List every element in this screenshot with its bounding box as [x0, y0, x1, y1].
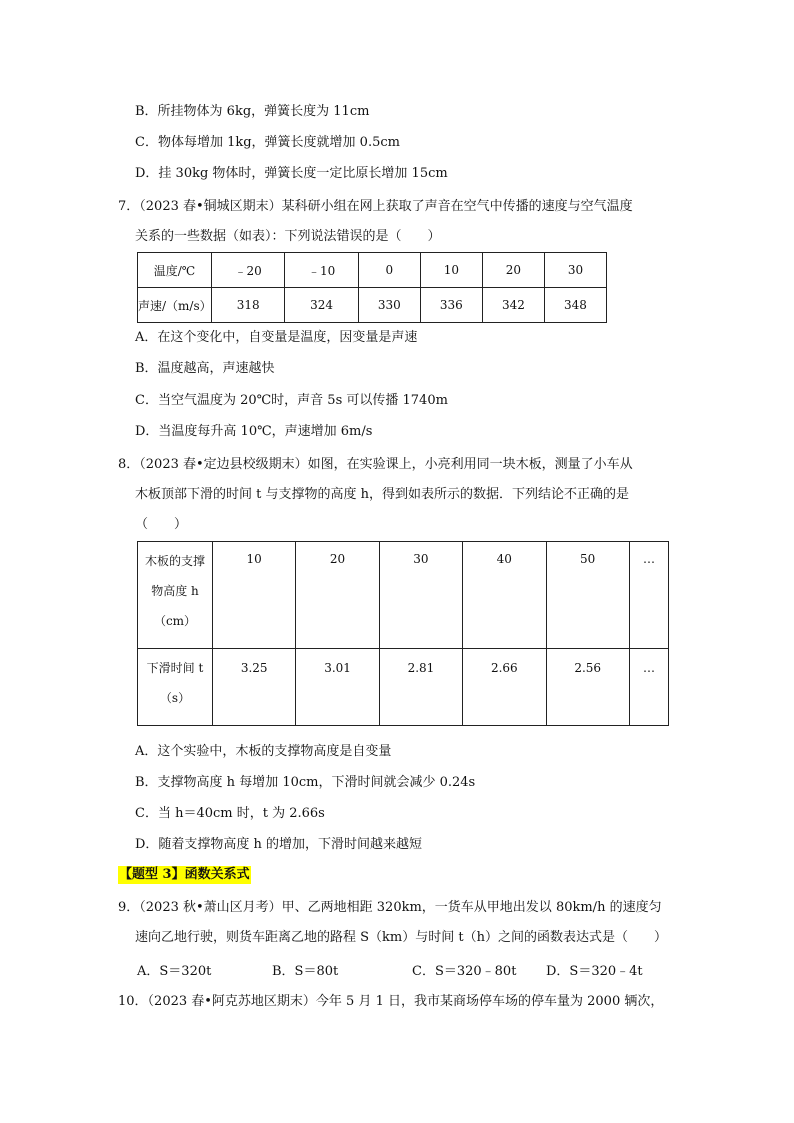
q8-table-header-height — [138, 542, 213, 649]
q7-stem-line2: 关系的一些数据（如表）：下列说法错误的是（ ） — [135, 229, 441, 244]
table-cell: 324 — [285, 288, 358, 323]
q8-table — [137, 541, 669, 726]
table-cell: 342 — [482, 288, 544, 323]
q6-option-d: D．挂 30kg 物体时，弹簧长度一定比原长增加 15cm — [135, 166, 448, 181]
table-cell: ﹣10 — [285, 253, 358, 288]
q8-stem-line1: 8．（2023 春•定边县校级期末）如图，在实验课上，小亮利用同一块木板，测量了小车从 — [118, 457, 633, 472]
q7-table-header-temperature: 温度/℃ — [138, 253, 212, 288]
q8-stem-line2: 木板顶部下滑的时间 t 与支撑物的高度 h，得到如表所示的数据．下列结论不正确的是 — [135, 487, 629, 502]
table-cell: 20 — [296, 542, 379, 649]
q8-table-row-time — [138, 649, 669, 726]
q8-option-d: D．随着支撑物高度 h 的增加，下滑时间越来越短 — [135, 837, 423, 852]
table-cell: 3.25 — [213, 649, 296, 726]
q6-option-c: C．物体每增加 1kg，弹簧长度就增加 0.5cm — [135, 135, 400, 150]
table-cell: 30 — [379, 542, 462, 649]
table-cell: 3.01 — [296, 649, 379, 726]
table-cell: 10 — [213, 542, 296, 649]
q8-option-a: A．这个实验中，木板的支撑物高度是自变量 — [135, 744, 392, 759]
table-cell: … — [629, 542, 668, 649]
q8-table-row-height — [138, 542, 669, 649]
table-cell: 20 — [482, 253, 544, 288]
table-cell: 30 — [544, 253, 606, 288]
section-tag: 【题型 3】函数关系式 — [119, 867, 250, 882]
table-cell: 2.66 — [463, 649, 546, 726]
table-cell: 2.56 — [546, 649, 629, 726]
table-cell: ﹣20 — [212, 253, 285, 288]
q7-option-c: C．当空气温度为 20℃时，声音 5s 可以传播 1740m — [135, 393, 448, 408]
table-cell: 2.81 — [379, 649, 462, 726]
table-cell: … — [629, 649, 668, 726]
q8-table-header-time — [138, 649, 213, 726]
table-cell: 10 — [420, 253, 482, 288]
header-line: 物高度 h — [151, 584, 199, 598]
header-line: 木板的支撑 — [144, 554, 205, 568]
q8-option-b: B．支撑物高度 h 每增加 10cm，下滑时间就会减少 0.24s — [135, 775, 476, 790]
header-line: （s） — [159, 691, 191, 705]
header-line: （cm） — [153, 614, 197, 628]
table-cell: 50 — [546, 542, 629, 649]
table-cell: 40 — [463, 542, 546, 649]
q10-stem-line1: 10．（2023 春•阿克苏地区期末）今年 5 月 1 日，我市某商场停车场的停车量为 2000 辆次， — [118, 994, 664, 1009]
table-cell: 318 — [212, 288, 285, 323]
q6-option-b: B．所挂物体为 6kg，弹簧长度为 11cm — [135, 104, 370, 119]
table-cell: 348 — [544, 288, 606, 323]
q7-table-header-speed: 声速/（m/s） — [138, 288, 212, 323]
q9-choice-a: A．S＝320t — [137, 964, 212, 979]
q7-table — [137, 252, 607, 323]
q7-option-d: D．当温度每升高 10℃，声速增加 6m/s — [135, 424, 373, 439]
q8-option-c: C．当 h＝40cm 时，t 为 2.66s — [135, 806, 325, 821]
q9-choice-d: D．S＝320﹣4t — [546, 964, 643, 979]
table-cell: 336 — [420, 288, 482, 323]
q7-option-b: B．温度越高，声速越快 — [135, 361, 275, 376]
table-cell: 0 — [358, 253, 420, 288]
table-cell: 330 — [358, 288, 420, 323]
q9-stem-line2: 速向乙地行驶，则货车距离乙地的路程 S（km）与时间 t（h）之间的函数表达式是（ ） — [135, 930, 667, 945]
q8-stem-line3: （ ） — [135, 517, 188, 532]
q7-option-a: A．在这个变化中，自变量是温度，因变量是声速 — [135, 330, 418, 345]
q7-table-row-speed — [138, 288, 607, 323]
q7-stem-line1: 7．（2023 春•铜城区期末）某科研小组在网上获取了声音在空气中传播的速度与空气温度 — [118, 199, 633, 214]
q7-table-row-temperature — [138, 253, 607, 288]
q9-choice-c: C．S＝320﹣80t — [412, 964, 517, 979]
q9-choice-b: B．S＝80t — [272, 964, 339, 979]
q9-stem-line1: 9．（2023 秋•萧山区月考）甲、乙两地相距 320km，一货车从甲地出发以 80km/h 的速度匀 — [118, 900, 662, 915]
header-line: 下滑时间 t — [146, 661, 204, 675]
